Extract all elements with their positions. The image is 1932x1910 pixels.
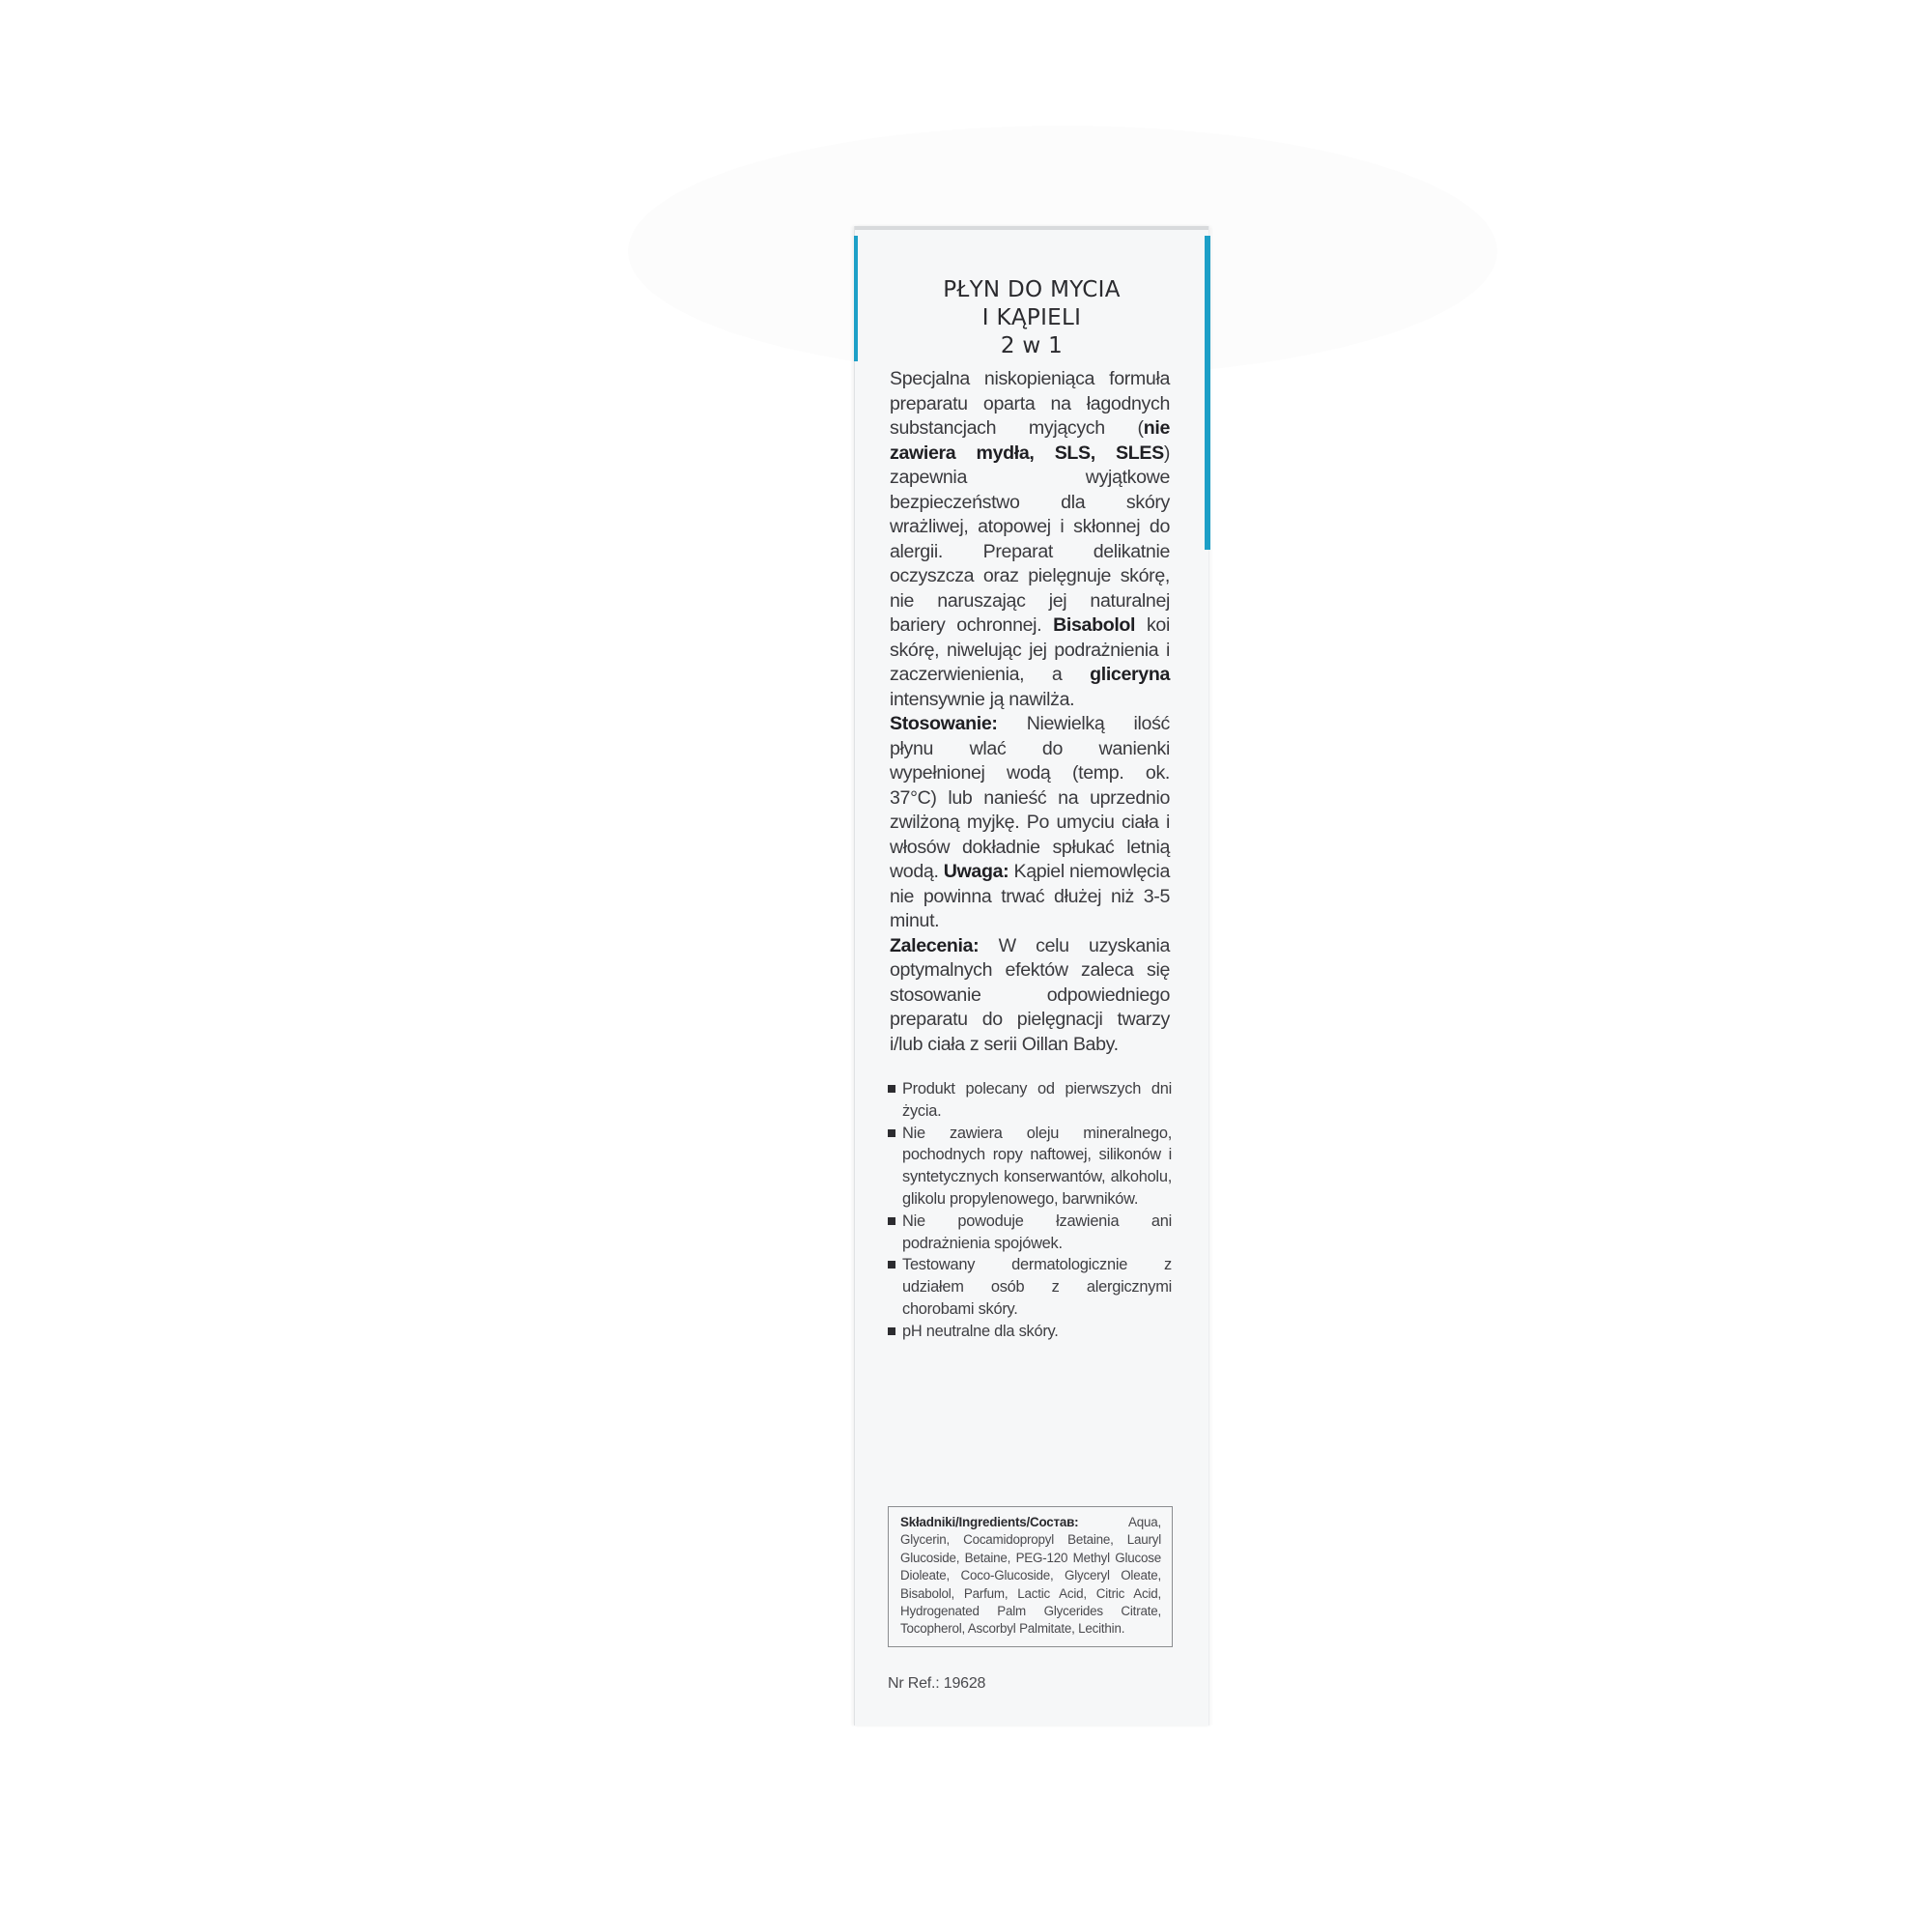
list-item [888,1078,1172,1123]
desc-text: koi skórę, niwelując jej podrażnienia i zaczerwienienia, a [890,614,1170,685]
feature-text: pH neutralne dla skóry. [902,1322,1059,1340]
bullet-square-icon [888,1085,895,1093]
product-box-side-panel [854,226,1209,1725]
desc-bold: nie zawiera mydła, SLS, SLES [890,417,1170,464]
list-item [888,1123,1172,1211]
product-title [855,276,1208,360]
feature-text: Testowany dermatologicznie z udziałem osób z alergicznymi chorobami skóry. [902,1256,1172,1318]
ingredients-box [888,1506,1173,1647]
bullet-square-icon [888,1261,895,1269]
title-line-3: 2 w 1 [1000,333,1064,358]
desc-text: intensywnie ją nawilża. [890,688,1075,710]
product-description [890,367,1170,1057]
bullet-square-icon [888,1327,895,1335]
usage-label: Stosowanie: [890,713,998,734]
features-list [888,1078,1172,1343]
ingredients-label: Składniki/Ingredients/Состав: [900,1515,1079,1529]
desc-bold: Bisabolol [1053,614,1136,636]
title-line-2: I KĄPIELI [981,305,1082,330]
recommendation-text: W celu uzyskania optymalnych efektów zaleca się stosowanie odpowiedniego preparatu do pielęgnacji twarzy i/lub ciała z serii Oillan Baby. [890,934,1170,1055]
box-top-edge [855,226,1208,230]
ingredients-text: Aqua, Glycerin, Cocamidopropyl Betaine, Lauryl Glucoside, Betaine, PEG-120 Methyl Glucose Dioleate, Coco-Glucoside, Glyceryl Oleate, Bisabolol, Parfum, Lactic Acid, Citric Acid, Hydrogenated Palm Glycerides Citrate, Tocopherol, Ascorbyl Palmitate, Lecithin. [900,1515,1161,1637]
list-item [888,1211,1172,1255]
desc-bold: gliceryna [1090,664,1170,685]
warning-text: Kąpiel niemowlęcia nie powinna trwać dłużej niż 3-5 minut. [890,861,1170,931]
reference-number: Nr Ref.: 19628 [888,1675,986,1692]
bullet-square-icon [888,1129,895,1137]
usage-text: Niewielką ilość płynu wlać do wanienki wypełnionej wodą (temp. ok. 37°C) lub nanieść na uprzednio zwilżoną myjkę. Po umyciu ciała i włosów dokładnie spłukać letnią wodą. [890,713,1170,882]
bullet-square-icon [888,1217,895,1225]
recommendation-label: Zalecenia: [890,934,980,956]
list-item [888,1321,1172,1343]
title-line-1: PŁYN DO MYCIA [943,277,1121,302]
feature-text: Nie zawiera oleju mineralnego, pochodnych ropy naftowej, silikonów i syntetycznych konserwantów, alkoholu, glikolu propylenowego, barwników. [902,1124,1172,1208]
feature-text: Produkt polecany od pierwszych dni życia. [902,1080,1172,1120]
desc-text: ) zapewnia wyjątkowe bezpieczeństwo dla skóry wrażliwej, atopowej i skłonnej do alergii. Preparat delikatnie oczyszcza oraz pielęgnuje skórę, nie naruszając jej naturalnej bariery ochronnej. [890,442,1170,636]
desc-text: Specjalna niskopieniąca formuła preparatu oparta na łagodnych substancjach myjących ( [890,368,1170,439]
warning-label: Uwaga: [943,861,1009,882]
feature-text: Nie powoduje łzawienia ani podrażnienia spojówek. [902,1212,1172,1252]
list-item [888,1254,1172,1320]
